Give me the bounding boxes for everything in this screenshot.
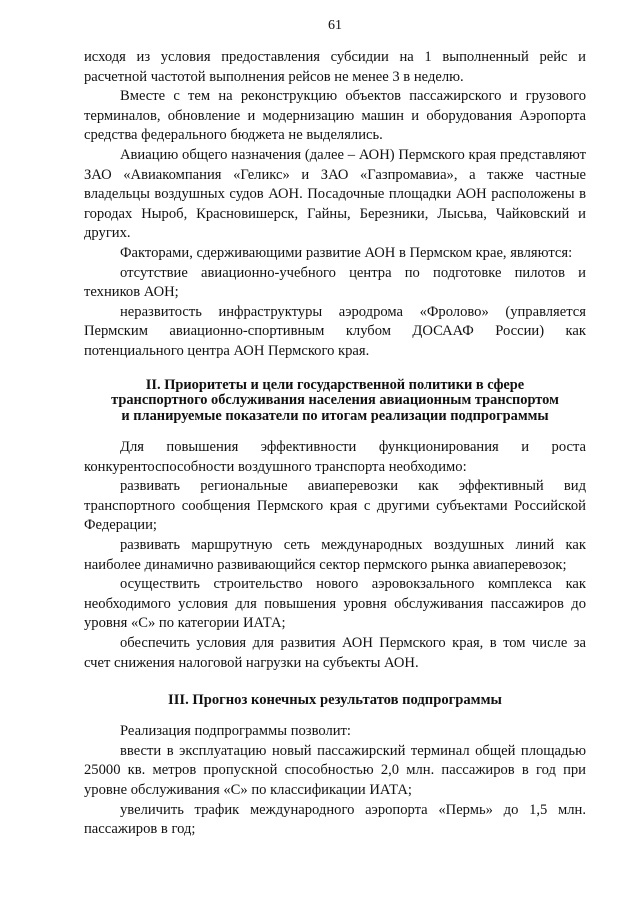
- paragraph-international-routes: развивать маршрутную сеть международных воздушных линий как наиболее динамично развивающийся сектор пермского рынка авиаперевозок;: [84, 536, 586, 573]
- section-heading-2-line-2: транспортного обслуживания населения авиационным транспортом: [111, 392, 559, 408]
- page-number: 61: [328, 18, 342, 33]
- paragraph-regional-flights: развивать региональные авиаперевозки как эффективный вид транспортного сообщения Пермского края с другими субъектами Российской Федерации;: [84, 478, 586, 534]
- section-heading-2-line-3: и планируемые показатели по итогам реализации подпрограммы: [121, 407, 549, 424]
- paragraph-new-terminal: ввести в эксплуатацию новый пассажирский терминал общей площадью 25000 кв. метров пропускной способностью 2,0 млн. пассажиров в год при уровне обслуживания «С» по классификации ИАТА;: [84, 742, 586, 798]
- paragraph-aon-conditions: обеспечить условия для развития АОН Пермского края, в том числе за счет снижения налоговой нагрузки на субъекты АОН.: [84, 634, 586, 671]
- paragraph-general-aviation: Авиацию общего назначения (далее – АОН) Пермского края представляют ЗАО «Авиакомпания «Геликс» и ЗАО «Газпромавиа», а также частные владельцы воздушных судов АОН. Посадочные площадки АОН расположены в городах Ныроб, Красновишерск, Гайны, Березники, Лысьва, Чайковский и других.: [84, 146, 586, 242]
- paragraph-factor-training-center: отсутствие авиационно-учебного центра по подготовке пилотов и техников АОН;: [84, 264, 586, 301]
- section-heading-2: [84, 378, 586, 425]
- paragraph-no-federal-funds: Вместе с тем на реконструкцию объектов пассажирского и грузового терминалов, обновление и модернизацию машин и оборудования Аэропорта средства федерального бюджета не выделялись.: [84, 88, 586, 144]
- paragraph-subsidy-condition: исходя из условия предоставления субсидии на 1 выполненный рейс и расчетной частотой выполнения рейсов не менее 3 в неделю.: [84, 49, 586, 85]
- paragraph-increase-traffic: увеличить трафик международного аэропорта «Пермь» до 1,5 млн. пассажиров в год;: [84, 801, 586, 838]
- section-heading-2-line-1: II. Приоритеты и цели государственной политики в сфере: [145, 376, 525, 393]
- paragraph-factor-frolovo: неразвитость инфраструктуры аэродрома «Фролово» (управляется Пермским авиационно-спортивным клубом ДОСААФ России) как потенциального центра АОН Пермского края.: [84, 303, 586, 359]
- paragraph-program-allows: Реализация подпрограммы позволит:: [120, 723, 351, 740]
- paragraph-competitiveness: Для повышения эффективности функционирования и роста конкурентоспособности воздушного транспорта необходимо:: [84, 439, 586, 475]
- paragraph-limiting-factors: Факторами, сдерживающими развитие АОН в Пермском крае, являются:: [120, 244, 573, 261]
- section-heading-3: III. Прогноз конечных результатов подпрограммы: [168, 692, 502, 709]
- paragraph-terminal-construction: осуществить строительство нового аэровокзального комплекса как необходимого условия для повышения уровня обслуживания пассажиров до уровня «С» по категории ИАТА;: [84, 576, 586, 632]
